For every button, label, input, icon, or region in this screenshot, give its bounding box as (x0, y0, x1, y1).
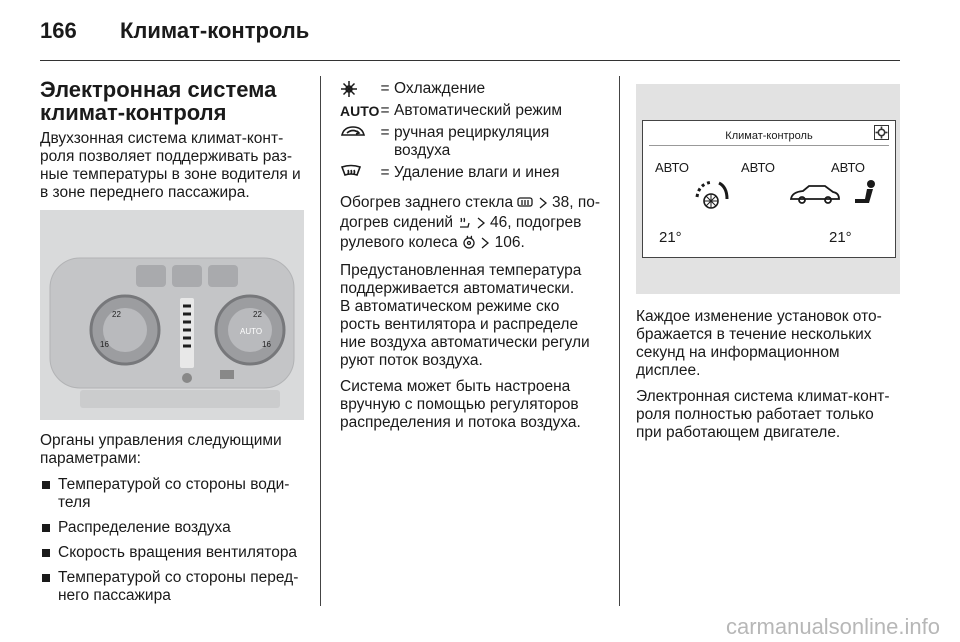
left-column (40, 78, 306, 612)
column-divider-1 (320, 76, 321, 606)
controls-intro: Органы управления следующими параметрами: (40, 432, 282, 467)
display-info-paragraph: Каждое изменение установок отображается в течение нескольких секунд на информационном дисплее. (636, 308, 882, 379)
display-temp-left: 21° (659, 229, 682, 246)
legend-equals: = (380, 102, 390, 119)
fan-icon (691, 179, 731, 216)
column-divider-2 (619, 76, 620, 606)
section-title (40, 78, 306, 124)
engine-info-paragraph: Электронная система климат-контроля полностью работает только при работающем двигателе. (636, 388, 890, 441)
section-title-line-2: климат-контроля (40, 100, 227, 125)
heating-text-3: 46, подогрев рулевого колеса (340, 214, 582, 251)
page-reference-icon (480, 236, 490, 254)
right-column (636, 78, 902, 450)
snowflake-icon (340, 80, 376, 98)
recirculation-icon (340, 124, 376, 160)
photo-right-temp-top: 22 (253, 310, 262, 319)
middle-column (340, 80, 608, 440)
info-display-illustration (636, 84, 900, 294)
photo-auto-knob-label: AUTO (240, 327, 263, 336)
seat-heating-icon (457, 215, 471, 234)
watermark: carmanualsonline.info (725, 614, 940, 639)
heating-text-1: Обогрев заднего стекла (340, 194, 514, 211)
rear-window-heating-icon (517, 196, 533, 214)
page-reference-icon (476, 216, 486, 234)
legend-text-cooling: Охлаждение (394, 80, 486, 97)
header-rule (40, 60, 900, 61)
info-display-screen (642, 120, 896, 258)
bullet-square (42, 481, 50, 489)
heating-text-4: 106. (494, 234, 525, 251)
section-title-line-1: Электронная система (40, 77, 277, 102)
list-item-text: Распределение воздуха (58, 519, 231, 536)
list-item (40, 569, 306, 605)
bullet-square (42, 549, 50, 557)
windshield-defrost-icon (340, 164, 376, 182)
auto-mode-line: поддерживается автоматически. (340, 280, 575, 297)
display-rule (649, 145, 889, 146)
display-label-seat: АВТО (831, 160, 865, 175)
page-heading: Климат-контроль (120, 18, 310, 43)
page-header (40, 14, 900, 58)
steering-wheel-heating-icon (462, 235, 476, 254)
bullet-square (42, 574, 50, 582)
climate-panel-photo (40, 210, 304, 420)
manual-mode-paragraph: Система может быть настроена вручную с помощью регуляторов распределения и потока воздуха. (340, 378, 581, 431)
legend-text-auto: Автоматический режим (394, 102, 563, 119)
display-label-distribution: АВТО (741, 160, 775, 175)
list-item (40, 476, 306, 512)
display-label-fan: АВТО (655, 160, 689, 175)
legend-symbol-auto: AUTO (340, 103, 380, 119)
display-temp-right: 21° (829, 229, 852, 246)
car-airflow-icon (789, 183, 841, 212)
photo-left-temp-bottom: 16 (100, 340, 109, 349)
legend-text-recirculation: ручная рециркуляция воздуха (394, 124, 550, 159)
symbol-legend (340, 80, 608, 182)
auto-mode-paragraph (340, 262, 608, 370)
auto-mode-line: В автоматическом режиме ско (340, 298, 560, 315)
display-title: Климат-контроль (725, 130, 813, 142)
legend-text-defrost: Удаление влаги и инея (394, 164, 560, 181)
auto-mode-line: руют поток воздуха. (340, 352, 483, 369)
list-item-text: Температурой со стороны водителя (58, 476, 290, 511)
list-item-text: Скорость вращения вентилятора (58, 544, 298, 561)
auto-mode-line: Предустановленная температура (340, 262, 582, 279)
list-item (40, 519, 306, 537)
auto-mode-line: ние воздуха автоматически регули (340, 334, 590, 351)
intro-paragraph: Двухзонная система климат-контроля позволяет поддерживать разные температуры в зоне водителя и в зоне переднего пассажира. (40, 130, 301, 201)
legend-equals: = (380, 80, 390, 97)
page-reference-icon (538, 196, 548, 214)
seat-airflow-icon (849, 179, 879, 216)
bullet-square (42, 524, 50, 532)
auto-mode-line: рость вентилятора и распределе (340, 316, 579, 333)
page-number: 166 (40, 18, 77, 43)
legend-equals: = (380, 124, 390, 141)
settings-icon (874, 125, 889, 145)
heating-text-2: 38, подогрев сидений (340, 194, 601, 231)
photo-right-temp-bottom: 16 (262, 340, 271, 349)
climate-panel-illustration (40, 210, 304, 420)
heating-paragraph (340, 194, 608, 254)
list-item-text: Температурой со стороны переднего пассажира (58, 569, 299, 604)
list-item (40, 544, 306, 562)
legend-equals: = (380, 164, 390, 181)
controls-list (40, 476, 306, 605)
photo-left-temp-top: 22 (112, 310, 121, 319)
